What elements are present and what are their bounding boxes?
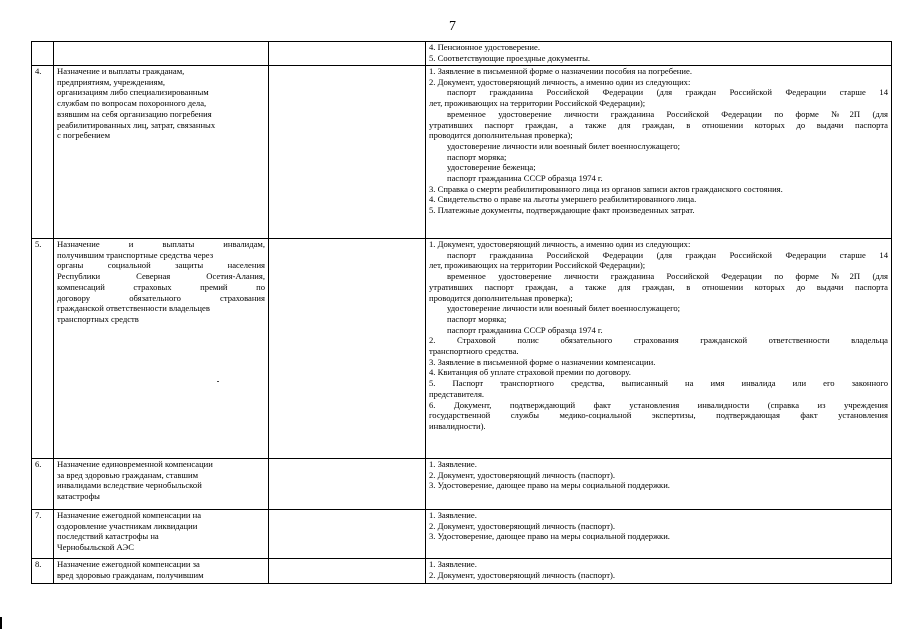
- document-item: лет, проживающих на территории Российской Федерации);: [429, 98, 646, 109]
- row-number-cell: [32, 510, 54, 559]
- service-name-line: реабилитированных лиц, затрат, связанных: [57, 119, 216, 130]
- document-item: удостоверение беженца;: [447, 162, 536, 173]
- required-documents-cell: [426, 510, 892, 559]
- document-item: 2. Документ, удостоверяющий личность (паспорт).: [429, 569, 615, 580]
- service-name-line: органы социальной защиты населения: [57, 260, 265, 271]
- service-name-cell: [54, 459, 269, 510]
- table-row: [32, 66, 892, 239]
- document-item: временное удостоверение личности гражданина Российской Федерации по форме №2П (для: [447, 271, 888, 282]
- document-item: представителя.: [429, 388, 485, 399]
- service-name-line: Назначение единовременной компенсации: [57, 459, 213, 469]
- service-name-line: Назначение и выплаты гражданам,: [57, 66, 185, 76]
- scan-dot-mark: [217, 381, 219, 382]
- document-item: 1. Заявление.: [429, 459, 477, 469]
- document-item: 6. Документ, подтверждающий факт установления инвалидности (справка из учреждения: [429, 399, 888, 410]
- document-item: утративших паспорт граждан, а также для граждан, в отношении которых до выдачи паспорта: [429, 281, 888, 292]
- empty-column-cell: [269, 42, 426, 66]
- required-documents-cell: [426, 459, 892, 510]
- service-name-cell: [54, 559, 269, 584]
- document-item: 1. Заявление.: [429, 559, 477, 569]
- service-name-line: Назначение ежегодной компенсации на: [57, 510, 202, 520]
- scan-margin-mark: [0, 617, 2, 629]
- service-name-line: предприятиям, учреждениям,: [57, 76, 166, 87]
- document-item: лет, проживающих на территории Российской Федерации);: [429, 260, 646, 271]
- row-number: 4.: [35, 66, 42, 76]
- row-number-cell: [32, 459, 54, 510]
- table-row: [32, 239, 892, 459]
- document-item: паспорт гражданина СССР образца 1974 г.: [447, 173, 603, 184]
- services-table: [31, 41, 892, 584]
- service-name-line: оздоровление участникам ликвидации: [57, 520, 198, 531]
- document-item: 3. Справка о смерти реабилитированного лица из органов записи актов гражданского состояния.: [429, 183, 783, 194]
- document-item: паспорт моряка;: [447, 151, 507, 162]
- document-item: 2. Страховой полис обязательного страхования гражданской ответственности владельца: [429, 335, 888, 346]
- table-body: [32, 42, 892, 584]
- document-item: проводится дополнительная проверка);: [429, 292, 573, 303]
- document-item: 1. Документ, удостоверяющий личность, а именно один из следующих:: [429, 239, 691, 249]
- service-name-line: организациям либо специализированным: [57, 87, 209, 98]
- service-name-line: компенсаций страховых премий по: [57, 281, 265, 292]
- service-name-line: транспортных средств: [57, 313, 139, 324]
- service-name-line: взявшим на себя организацию погребения: [57, 108, 212, 119]
- document-item: 2. Документ, удостоверяющий личность, а именно один из следующих:: [429, 76, 691, 87]
- document-item: 4. Свидетельство о праве на льготы умершего реабилитированного лица.: [429, 194, 697, 205]
- row-number-cell: [32, 42, 54, 66]
- service-name-line: последствий катастрофы на: [57, 531, 159, 542]
- empty-column-cell: [269, 510, 426, 559]
- service-name-line: Чернобыльской АЭС: [57, 542, 134, 553]
- document-item: 4. Квитанция об уплате страховой премии по договору.: [429, 367, 631, 378]
- document-item: 2. Документ, удостоверяющий личность (паспорт).: [429, 469, 615, 480]
- empty-column-cell: [269, 66, 426, 239]
- document-item: удостоверение личности или военный билет военнослужащего;: [447, 303, 681, 314]
- document-item: паспорт гражданина Российской Федерации (для граждан Российской Федерации старше 14: [447, 249, 888, 260]
- required-documents-cell: [426, 66, 892, 239]
- service-name-line: за вред здоровью гражданам, ставшим: [57, 469, 199, 480]
- document-item: 3. Заявление в письменной форме о назначении компенсации.: [429, 356, 656, 367]
- service-name-cell: [54, 510, 269, 559]
- document-item: 2. Документ, удостоверяющий личность (паспорт).: [429, 520, 615, 531]
- required-documents-cell: [426, 42, 892, 66]
- document-item: 3. Удостоверение, дающее право на меры социальной поддержки.: [429, 531, 670, 542]
- required-documents-cell: [426, 239, 892, 459]
- row-number-cell: [32, 66, 54, 239]
- document-item: 5. Соответствующие проездные документы.: [429, 52, 591, 63]
- document-item: 5. Платежные документы, подтверждающие факт произведенных затрат.: [429, 205, 695, 216]
- service-name-line: с погребением: [57, 130, 111, 141]
- page-number: 7: [449, 19, 456, 34]
- empty-column-cell: [269, 559, 426, 584]
- row-number: 7.: [35, 510, 42, 520]
- service-name-line: гражданской ответственности владельцев: [57, 303, 210, 314]
- document-item: 1. Заявление в письменной форме о назначении пособия на погребение.: [429, 66, 692, 76]
- document-item: временное удостоверение личности гражданина Российской Федерации по форме №2П (для: [447, 108, 888, 119]
- row-number-cell: [32, 239, 54, 459]
- document-item: паспорт гражданина СССР образца 1974 г.: [447, 324, 603, 335]
- service-name-line: вред здоровью гражданам, получившим: [57, 569, 204, 580]
- document-item: 1. Заявление.: [429, 510, 477, 520]
- required-documents-cell: [426, 559, 892, 584]
- row-number: 8.: [35, 559, 42, 569]
- table-row: [32, 42, 892, 66]
- document-item: проводится дополнительная проверка);: [429, 130, 573, 141]
- table-row: [32, 459, 892, 510]
- document-item: удостоверение личности или военный билет военнослужащего;: [447, 140, 681, 151]
- service-name-cell: [54, 66, 269, 239]
- service-name-cell: [54, 42, 269, 66]
- document-item: утративших паспорт граждан, а также для граждан, в отношении которых до выдачи паспорта: [429, 119, 888, 130]
- service-name-line: Республики Северная Осетия-Алания,: [57, 271, 265, 282]
- service-name-cell: [54, 239, 269, 459]
- empty-column-cell: [269, 459, 426, 510]
- service-name-line: договору обязательного страхования: [57, 292, 265, 303]
- document-item: инвалидности).: [429, 420, 486, 431]
- service-name-line: получившим транспортные средства через: [57, 249, 214, 260]
- empty-column-cell: [269, 239, 426, 459]
- service-name-line: инвалидами вследствие чернобыльской: [57, 480, 202, 491]
- document-item: 3. Удостоверение, дающее право на меры социальной поддержки.: [429, 480, 670, 491]
- document-item: государственной службы медико-социальной экспертизы, подтверждающая факт установления: [429, 410, 888, 421]
- row-number-cell: [32, 559, 54, 584]
- service-name-line: катастрофы: [57, 491, 100, 502]
- document-item: 5. Паспорт транспортного средства, выписанный на имя инвалида или его законного: [429, 378, 888, 389]
- table-row: [32, 510, 892, 559]
- document-item: паспорт моряка;: [447, 313, 507, 324]
- document-item: паспорт гражданина Российской Федерации (для граждан Российской Федерации старше 14: [447, 87, 888, 98]
- row-number: 5.: [35, 239, 42, 249]
- table-row: [32, 559, 892, 584]
- service-name-line: Назначение ежегодной компенсации за: [57, 559, 200, 569]
- document-item: 4. Пенсионное удостоверение.: [429, 42, 540, 52]
- document-item: транспортного средства.: [429, 346, 519, 357]
- service-name-line: службам по вопросам похоронного дела,: [57, 98, 207, 109]
- service-name-line: Назначение и выплаты инвалидам,: [57, 239, 265, 249]
- row-number: 6.: [35, 459, 42, 469]
